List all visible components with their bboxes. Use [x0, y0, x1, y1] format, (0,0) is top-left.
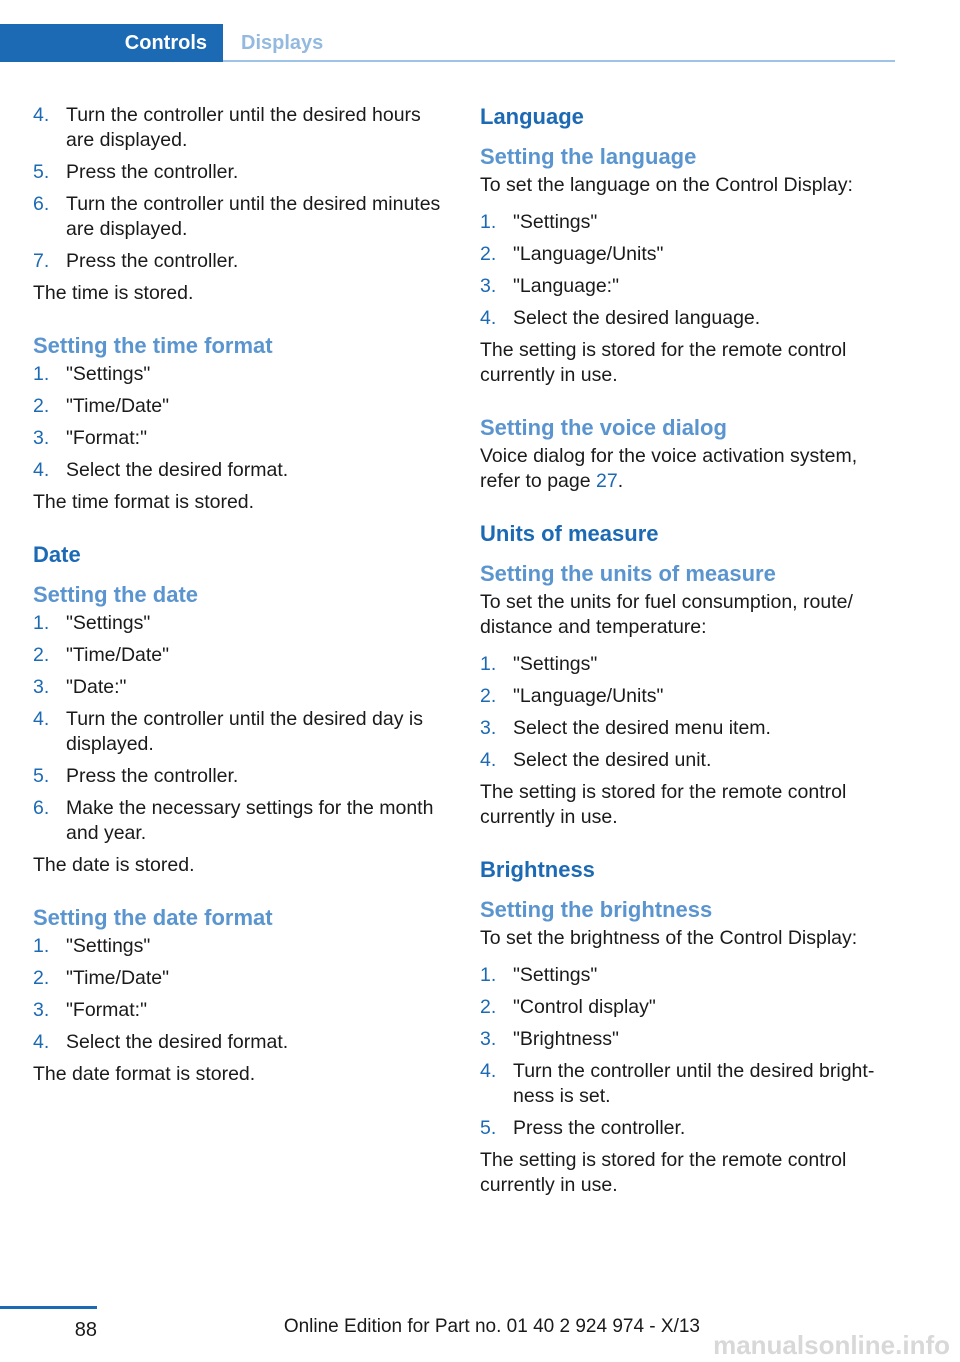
list-item [33, 998, 448, 1023]
step-text: Turn the controller until the desired brightness is set. [513, 1060, 875, 1107]
step-text: Select the desired language. [513, 307, 761, 329]
list-item [33, 643, 448, 668]
step-text: "Time/Date" [66, 644, 170, 666]
list-item [33, 249, 448, 274]
list-item [33, 966, 448, 991]
list-item [33, 192, 448, 242]
time-stored-text: The time is stored. [33, 282, 194, 304]
step-text: Turn the controller until the desired minutes are displayed. [66, 193, 441, 240]
step-text: "Format:" [66, 999, 148, 1021]
list-item [480, 1027, 895, 1052]
list-item [33, 103, 448, 153]
units-stored-text: The setting is stored for the remote control currently in use. [480, 781, 847, 828]
step-text: Select the desired menu item. [513, 717, 771, 739]
step-number: 2. [33, 644, 50, 666]
watermark: manualsonline.info [713, 1330, 950, 1360]
step-number: 1. [480, 964, 497, 986]
step-number: 3. [33, 999, 50, 1021]
step-text: Select the desired unit. [513, 749, 712, 771]
step-number: 2. [480, 996, 497, 1018]
step-number: 5. [480, 1117, 497, 1139]
list-item [480, 963, 895, 988]
header-rule [223, 60, 895, 62]
step-number: 4. [33, 1031, 50, 1053]
section-set-brightness-title: Setting the brightness [480, 897, 713, 922]
section-date-format-title: Setting the date format [33, 905, 273, 930]
list-item [480, 1059, 895, 1109]
section-voice-dialog-title: Setting the voice dialog [480, 415, 727, 440]
step-number: 3. [480, 717, 497, 739]
section-time-format-title: Setting the time format [33, 333, 273, 358]
step-number: 3. [33, 427, 50, 449]
step-number: 2. [33, 967, 50, 989]
list-item [33, 707, 448, 757]
section-brightness-title: Brightness [480, 857, 595, 882]
list-item [33, 426, 448, 451]
step-text: "Language/Units" [513, 685, 664, 707]
page-number-block [0, 1306, 97, 1342]
list-item [33, 1030, 448, 1055]
step-text: Turn the controller until the desired hours are displayed. [66, 104, 421, 151]
step-text: Press the controller. [513, 1117, 686, 1139]
tab-controls[interactable]: Controls [0, 24, 223, 62]
step-text: Select the desired format. [66, 459, 289, 481]
list-item [33, 160, 448, 185]
step-text: "Brightness" [513, 1028, 619, 1050]
list-item [480, 210, 895, 235]
step-number: 3. [33, 676, 50, 698]
step-number: 4. [33, 104, 50, 126]
steps-set-language [480, 210, 895, 331]
page-reference-link[interactable]: 27 [596, 470, 618, 492]
section-date-title: Date [33, 542, 81, 567]
step-text: "Settings" [66, 935, 151, 957]
section-set-units-title: Setting the units of measure [480, 561, 776, 586]
step-number: 2. [33, 395, 50, 417]
tab-displays[interactable]: Displays [241, 31, 324, 54]
step-text: "Time/Date" [66, 395, 170, 417]
step-text: Press the controller. [66, 765, 239, 787]
list-item [480, 995, 895, 1020]
list-item [480, 684, 895, 709]
step-text: "Control display" [513, 996, 656, 1018]
list-item [480, 242, 895, 267]
step-number: 4. [480, 749, 497, 771]
step-text: "Date:" [66, 676, 127, 698]
list-item [33, 934, 448, 959]
list-item [33, 394, 448, 419]
step-number: 1. [480, 211, 497, 233]
list-item [33, 458, 448, 483]
header-tabs [0, 0, 895, 62]
time-format-stored-text: The time format is stored. [33, 491, 255, 513]
list-item [33, 764, 448, 789]
voice-dialog-text: Voice dialog for the voice activation system, refer to page 27. [480, 445, 858, 492]
section-units-title: Units of measure [480, 521, 659, 546]
list-item [480, 652, 895, 677]
step-number: 2. [480, 685, 497, 707]
list-item [480, 716, 895, 741]
step-number: 4. [480, 1060, 497, 1082]
list-item [33, 611, 448, 636]
list-item [480, 748, 895, 773]
step-number: 5. [33, 161, 50, 183]
step-text: "Settings" [513, 653, 598, 675]
steps-time-format [33, 362, 448, 483]
page-number: 88 [74, 1319, 97, 1341]
step-number: 1. [480, 653, 497, 675]
step-text: Press the controller. [66, 161, 239, 183]
step-text: "Language:" [513, 275, 620, 297]
step-number: 3. [480, 1028, 497, 1050]
list-item [33, 362, 448, 387]
steps-set-date [33, 611, 448, 846]
step-number: 5. [33, 765, 50, 787]
step-number: 3. [480, 275, 497, 297]
brightness-stored-text: The setting is stored for the remote control currently in use. [480, 1149, 847, 1196]
list-item [480, 306, 895, 331]
left-column [33, 103, 448, 1095]
step-number: 1. [33, 612, 50, 634]
step-number: 6. [33, 797, 50, 819]
set-language-intro: To set the language on the Control Display: [480, 174, 853, 196]
step-number: 4. [480, 307, 497, 329]
step-text: Turn the controller until the desired day is displayed. [66, 708, 423, 755]
step-text: "Settings" [66, 612, 151, 634]
steps-date-format [33, 934, 448, 1055]
step-text: "Settings" [513, 964, 598, 986]
list-item [33, 675, 448, 700]
step-number: 6. [33, 193, 50, 215]
step-text: Press the controller. [66, 250, 239, 272]
list-item [480, 274, 895, 299]
section-language-title: Language [480, 104, 584, 129]
set-brightness-intro: To set the brightness of the Control Display: [480, 927, 858, 949]
language-stored-text: The setting is stored for the remote control currently in use. [480, 339, 847, 386]
step-text: "Time/Date" [66, 967, 170, 989]
step-text: "Language/Units" [513, 243, 664, 265]
step-number: 2. [480, 243, 497, 265]
steps-set-brightness [480, 963, 895, 1141]
set-units-intro: To set the units for fuel consumption, route/ distance and temperature: [480, 591, 853, 638]
section-set-language-title: Setting the language [480, 144, 697, 169]
step-number: 7. [33, 250, 50, 272]
section-set-date-title: Setting the date [33, 582, 199, 607]
list-item [33, 796, 448, 846]
step-number: 1. [33, 363, 50, 385]
step-number: 4. [33, 459, 50, 481]
steps-set-units [480, 652, 895, 773]
steps-set-time-continued [33, 103, 448, 274]
step-number: 4. [33, 708, 50, 730]
date-format-stored-text: The date format is stored. [33, 1063, 256, 1085]
list-item [480, 1116, 895, 1141]
edition-footer: Online Edition for Part no. 01 40 2 924 974 - X/13 [283, 1316, 700, 1337]
step-text: "Settings" [513, 211, 598, 233]
right-column [480, 103, 895, 1206]
step-text: Select the desired format. [66, 1031, 289, 1053]
step-number: 1. [33, 935, 50, 957]
date-stored-text: The date is stored. [33, 854, 195, 876]
step-text: "Format:" [66, 427, 148, 449]
step-text: "Settings" [66, 363, 151, 385]
step-text: Make the necessary settings for the month and year. [66, 797, 434, 844]
